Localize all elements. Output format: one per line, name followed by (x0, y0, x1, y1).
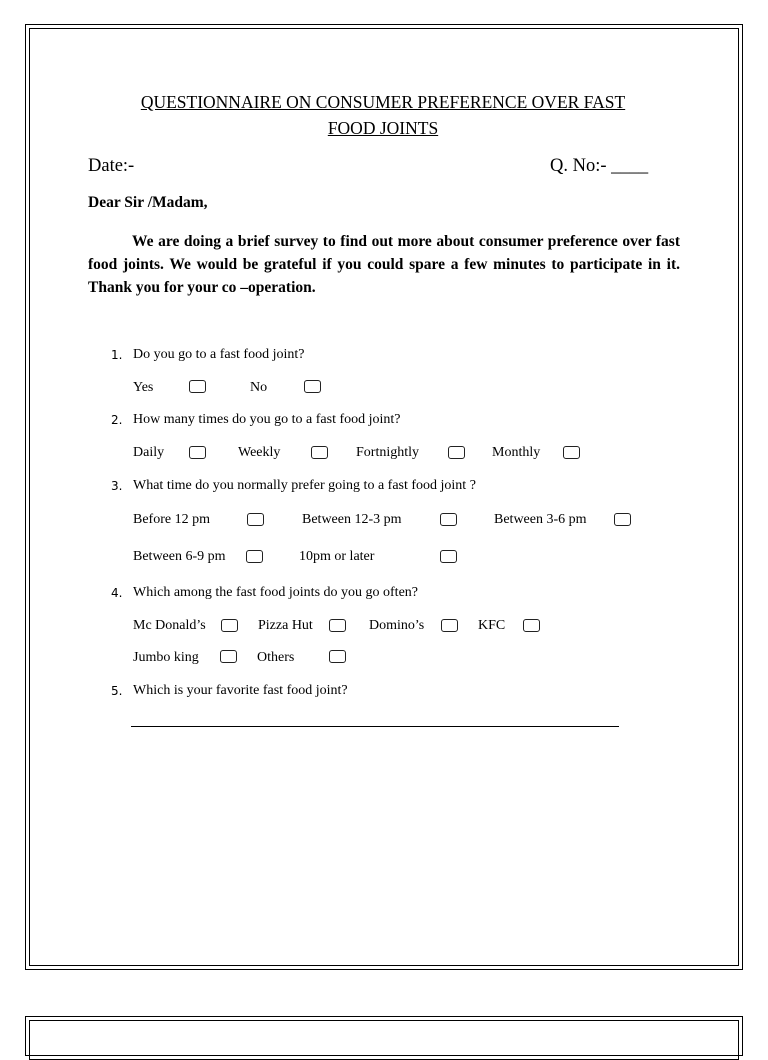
option-no-checkbox[interactable] (304, 380, 321, 393)
option-monthly-checkbox[interactable] (563, 446, 580, 459)
title-line-1: QUESTIONNAIRE ON CONSUMER PREFERENCE OVER FAST (140, 92, 626, 112)
option-kfc-label: KFC (478, 618, 506, 633)
next-page-border-inner (29, 1020, 739, 1060)
option-3-6-label: Between 3-6 pm (494, 512, 587, 527)
option-mcdonalds-checkbox[interactable] (221, 619, 238, 632)
date-label: Date:- (88, 156, 135, 176)
question-1-text: Do you go to a fast food joint? (133, 347, 305, 362)
answer-line[interactable] (131, 726, 619, 727)
option-pizza-hut-label: Pizza Hut (258, 618, 313, 633)
option-before-12-label: Before 12 pm (133, 512, 210, 527)
question-5-text: Which is your favorite fast food joint? (133, 683, 348, 698)
option-dominos-label: Domino’s (369, 618, 425, 633)
option-before-12-checkbox[interactable] (247, 513, 264, 526)
question-number-label: Q. No:- ____ (550, 156, 649, 176)
question-5-number: 5. (111, 684, 123, 698)
option-fortnightly-label: Fortnightly (356, 445, 420, 460)
option-3-6-checkbox[interactable] (614, 513, 631, 526)
question-1-number: 1. (111, 348, 123, 362)
option-jumbo-king-checkbox[interactable] (220, 650, 237, 663)
option-10pm-label: 10pm or later (299, 549, 375, 564)
option-daily-checkbox[interactable] (189, 446, 206, 459)
option-jumbo-king-label: Jumbo king (133, 650, 199, 665)
option-others-checkbox[interactable] (329, 650, 346, 663)
option-kfc-checkbox[interactable] (523, 619, 540, 632)
option-12-3-label: Between 12-3 pm (302, 512, 402, 527)
option-monthly-label: Monthly (492, 445, 541, 460)
question-4-text: Which among the fast food joints do you go often? (133, 585, 418, 600)
option-fortnightly-checkbox[interactable] (448, 446, 465, 459)
option-yes-checkbox[interactable] (189, 380, 206, 393)
question-3-text: What time do you normally prefer going to a fast food joint ? (133, 478, 476, 493)
option-6-9-label: Between 6-9 pm (133, 549, 226, 564)
option-12-3-checkbox[interactable] (440, 513, 457, 526)
question-3-number: 3. (111, 479, 123, 493)
question-2-number: 2. (111, 413, 123, 427)
question-2-text: How many times do you go to a fast food joint? (133, 412, 401, 427)
option-pizza-hut-checkbox[interactable] (329, 619, 346, 632)
option-no-label: No (250, 380, 268, 395)
option-mcdonalds-label: Mc Donald’s (133, 618, 206, 633)
option-weekly-checkbox[interactable] (311, 446, 328, 459)
option-daily-label: Daily (133, 445, 165, 460)
question-4-number: 4. (111, 586, 123, 600)
salutation: Dear Sir /Madam, (88, 194, 208, 211)
option-others-label: Others (257, 650, 295, 665)
option-6-9-checkbox[interactable] (246, 550, 263, 563)
option-10pm-checkbox[interactable] (440, 550, 457, 563)
option-weekly-label: Weekly (238, 445, 281, 460)
option-dominos-checkbox[interactable] (441, 619, 458, 632)
intro-paragraph: We are doing a brief survey to find out more about consumer preference over fast food joints. We would be grateful if you could spare a few minutes to participate in it. Thank you for your co –operation. (88, 233, 680, 296)
option-yes-label: Yes (133, 380, 154, 395)
title-line-2: FOOD JOINTS (327, 118, 439, 138)
